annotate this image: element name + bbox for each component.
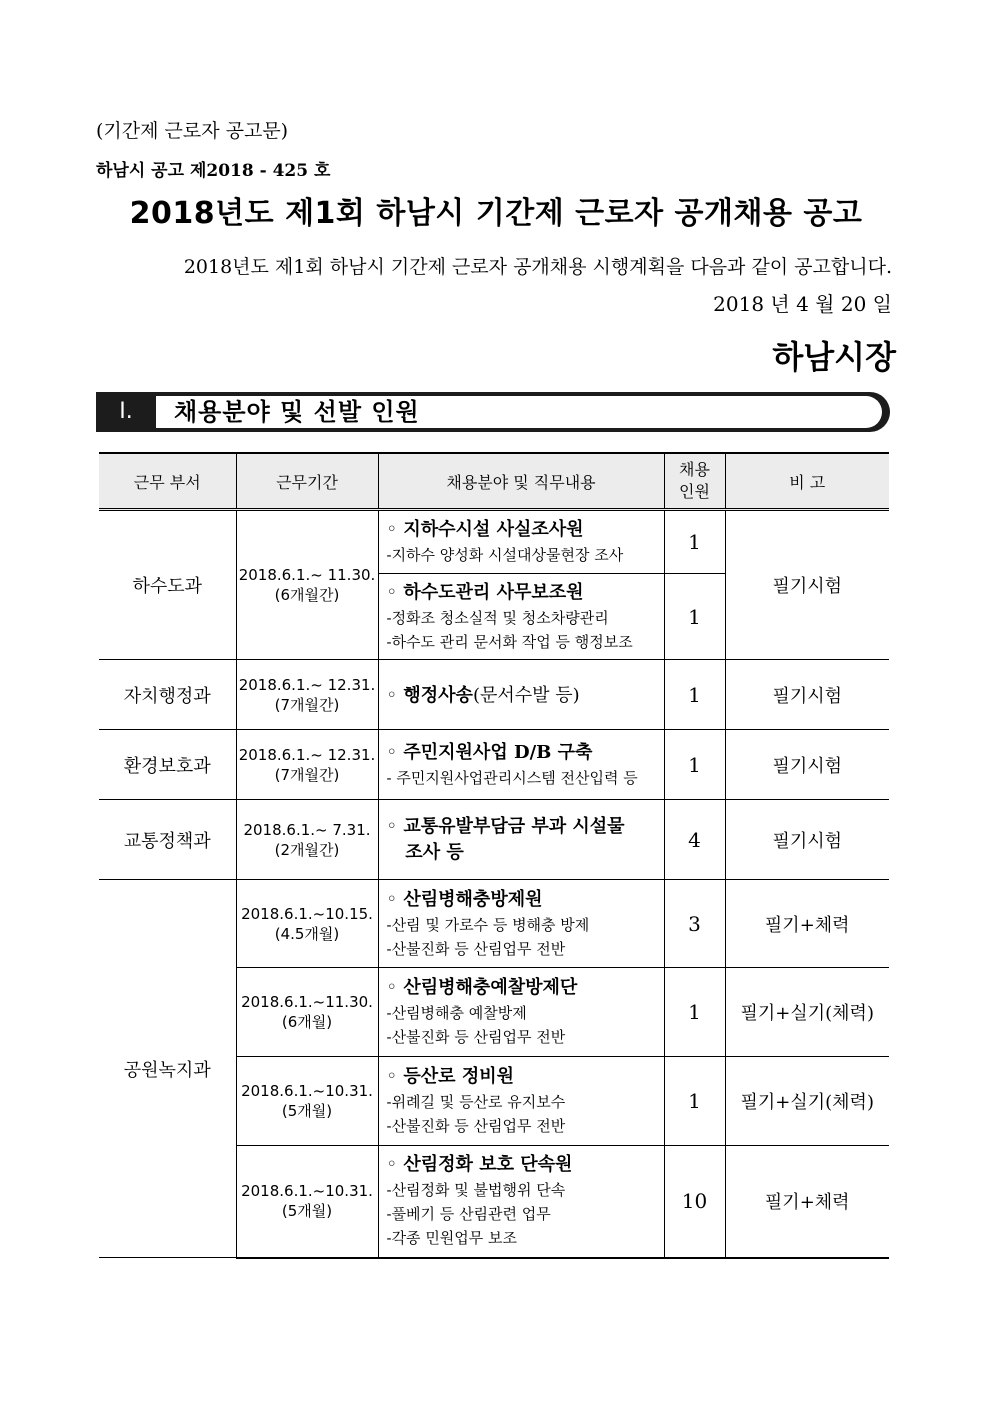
- recruitment-table: [99, 452, 889, 1259]
- job-detail: -산불진화 등 산림업무 전반: [386, 939, 566, 958]
- job-detail: -산림병해충 예찰방제: [386, 1004, 527, 1022]
- count-cell: 1: [664, 510, 725, 574]
- count-cell: 3: [664, 880, 725, 968]
- job-title: ◦ 지하수시설 사실조사원: [386, 519, 584, 540]
- duty-cell: [378, 880, 664, 968]
- job-title: ◦ 등산로 정비원: [386, 1066, 514, 1087]
- intro-text: 2018년도 제1회 하남시 기간제 근로자 공개채용 시행계획을 다음과 같이 공고합니다.: [183, 256, 892, 278]
- job-title: ◦ 교통유발부담금 부과 시설물 조사 등: [386, 815, 625, 863]
- note-cell: 필기시험: [725, 800, 889, 880]
- job-title: ◦ 산림병해충방제원: [386, 888, 543, 910]
- dept-cell: 공원녹지과: [99, 880, 236, 1258]
- note-cell: 필기+실기(체력): [725, 1057, 889, 1146]
- job-detail: -하수도 관리 문서화 작업 등 행정보조: [386, 632, 633, 651]
- header-count: 채용 인원: [664, 453, 725, 510]
- section-header: [96, 392, 892, 434]
- signature: 하남시장: [772, 338, 896, 376]
- section-title: 채용분야 및 선발 인원: [174, 398, 420, 426]
- note-cell: 필기+실기(체력): [725, 968, 889, 1057]
- job-title: ◦ 하수도관리 사무보조원: [386, 581, 584, 603]
- job-detail: -산불진화 등 산림업무 전반: [386, 1117, 566, 1135]
- job-title: ◦ 산림병해충예찰방제단: [386, 977, 578, 998]
- note-cell: 필기+체력: [725, 880, 889, 968]
- header-duty: 채용분야 및 직무내용: [378, 453, 664, 510]
- duty-cell: [378, 968, 664, 1057]
- job-title: ◦ 행정사송: [386, 684, 473, 706]
- duty-cell: [378, 1146, 664, 1258]
- section-number: Ⅰ.: [119, 399, 133, 424]
- duty-cell: [378, 574, 664, 660]
- job-detail: -풀베기 등 산림관련 업무: [386, 1205, 551, 1224]
- dept-cell: 하수도과: [99, 510, 236, 660]
- note-cell: 필기시험: [725, 510, 889, 660]
- table-header-row: [99, 453, 889, 510]
- period-cell: 2018.6.1.~ 7.31. (2개월간): [236, 800, 378, 880]
- table-row: [99, 730, 889, 800]
- period-cell: 2018.6.1.~10.31. (5개월): [236, 1057, 378, 1146]
- table-row: [99, 800, 889, 880]
- job-detail: -정화조 청소실적 및 청소차량관리: [386, 608, 609, 627]
- notice-number: 하남시 공고 제2018 - 425 호: [96, 161, 331, 181]
- count-cell: 4: [664, 800, 725, 880]
- count-cell: 1: [664, 730, 725, 800]
- duty-cell: [378, 510, 664, 574]
- duty-cell: [378, 660, 664, 730]
- job-title: ◦ 산림정화 보호 단속원: [386, 1154, 573, 1176]
- count-cell: 1: [664, 574, 725, 660]
- job-detail: - 주민지원사업관리시스템 전산입력 등: [386, 768, 638, 787]
- count-cell: 10: [664, 1146, 725, 1258]
- table-row: [99, 660, 889, 730]
- job-detail: -위례길 및 등산로 유지보수: [386, 1093, 566, 1111]
- note-cell: 필기시험: [725, 730, 889, 800]
- note-cell: 필기+체력: [725, 1146, 889, 1258]
- count-cell: 1: [664, 660, 725, 730]
- header-dept: 근무 부서: [99, 453, 236, 510]
- notice-type: (기간제 근로자 공고문): [96, 120, 289, 142]
- job-detail: -산림 및 가로수 등 병해충 방제: [386, 915, 590, 934]
- job-detail: -산림정화 및 불법행위 단속: [386, 1181, 566, 1200]
- job-suffix: (문서수발 등): [472, 684, 580, 706]
- job-title: ◦ 주민지원사업 D/B 구축: [386, 741, 593, 763]
- page-title: 2018년도 제1회 하남시 기간제 근로자 공개채용 공고: [129, 196, 863, 231]
- job-detail: -산불진화 등 산림업무 전반: [386, 1028, 566, 1046]
- period-cell: 2018.6.1.~10.31. (5개월): [236, 1146, 378, 1258]
- dept-cell: 교통정책과: [99, 800, 236, 880]
- period-cell: 2018.6.1.~ 12.31. (7개월간): [236, 730, 378, 800]
- period-cell: 2018.6.1.~ 12.31. (7개월간): [236, 660, 378, 730]
- dept-cell: 자치행정과: [99, 660, 236, 730]
- header-note: 비 고: [725, 453, 889, 510]
- period-cell: 2018.6.1.~10.15. (4.5개월): [236, 880, 378, 968]
- notice-date: 2018 년 4 월 20 일: [713, 292, 892, 316]
- job-detail: -각종 민원업무 보조: [386, 1229, 518, 1248]
- job-detail: -지하수 양성화 시설대상물현장 조사: [386, 546, 624, 564]
- count-cell: 1: [664, 1057, 725, 1146]
- count-cell: 1: [664, 968, 725, 1057]
- dept-cell: 환경보호과: [99, 730, 236, 800]
- note-cell: 필기시험: [725, 660, 889, 730]
- duty-cell: [378, 800, 664, 880]
- table-row: [99, 510, 889, 574]
- table-row: [99, 880, 889, 968]
- period-cell: 2018.6.1.~11.30. (6개월): [236, 968, 378, 1057]
- header-period: 근무기간: [236, 453, 378, 510]
- duty-cell: [378, 1057, 664, 1146]
- period-cell: 2018.6.1.~ 11.30. (6개월간): [236, 510, 378, 660]
- duty-cell: [378, 730, 664, 800]
